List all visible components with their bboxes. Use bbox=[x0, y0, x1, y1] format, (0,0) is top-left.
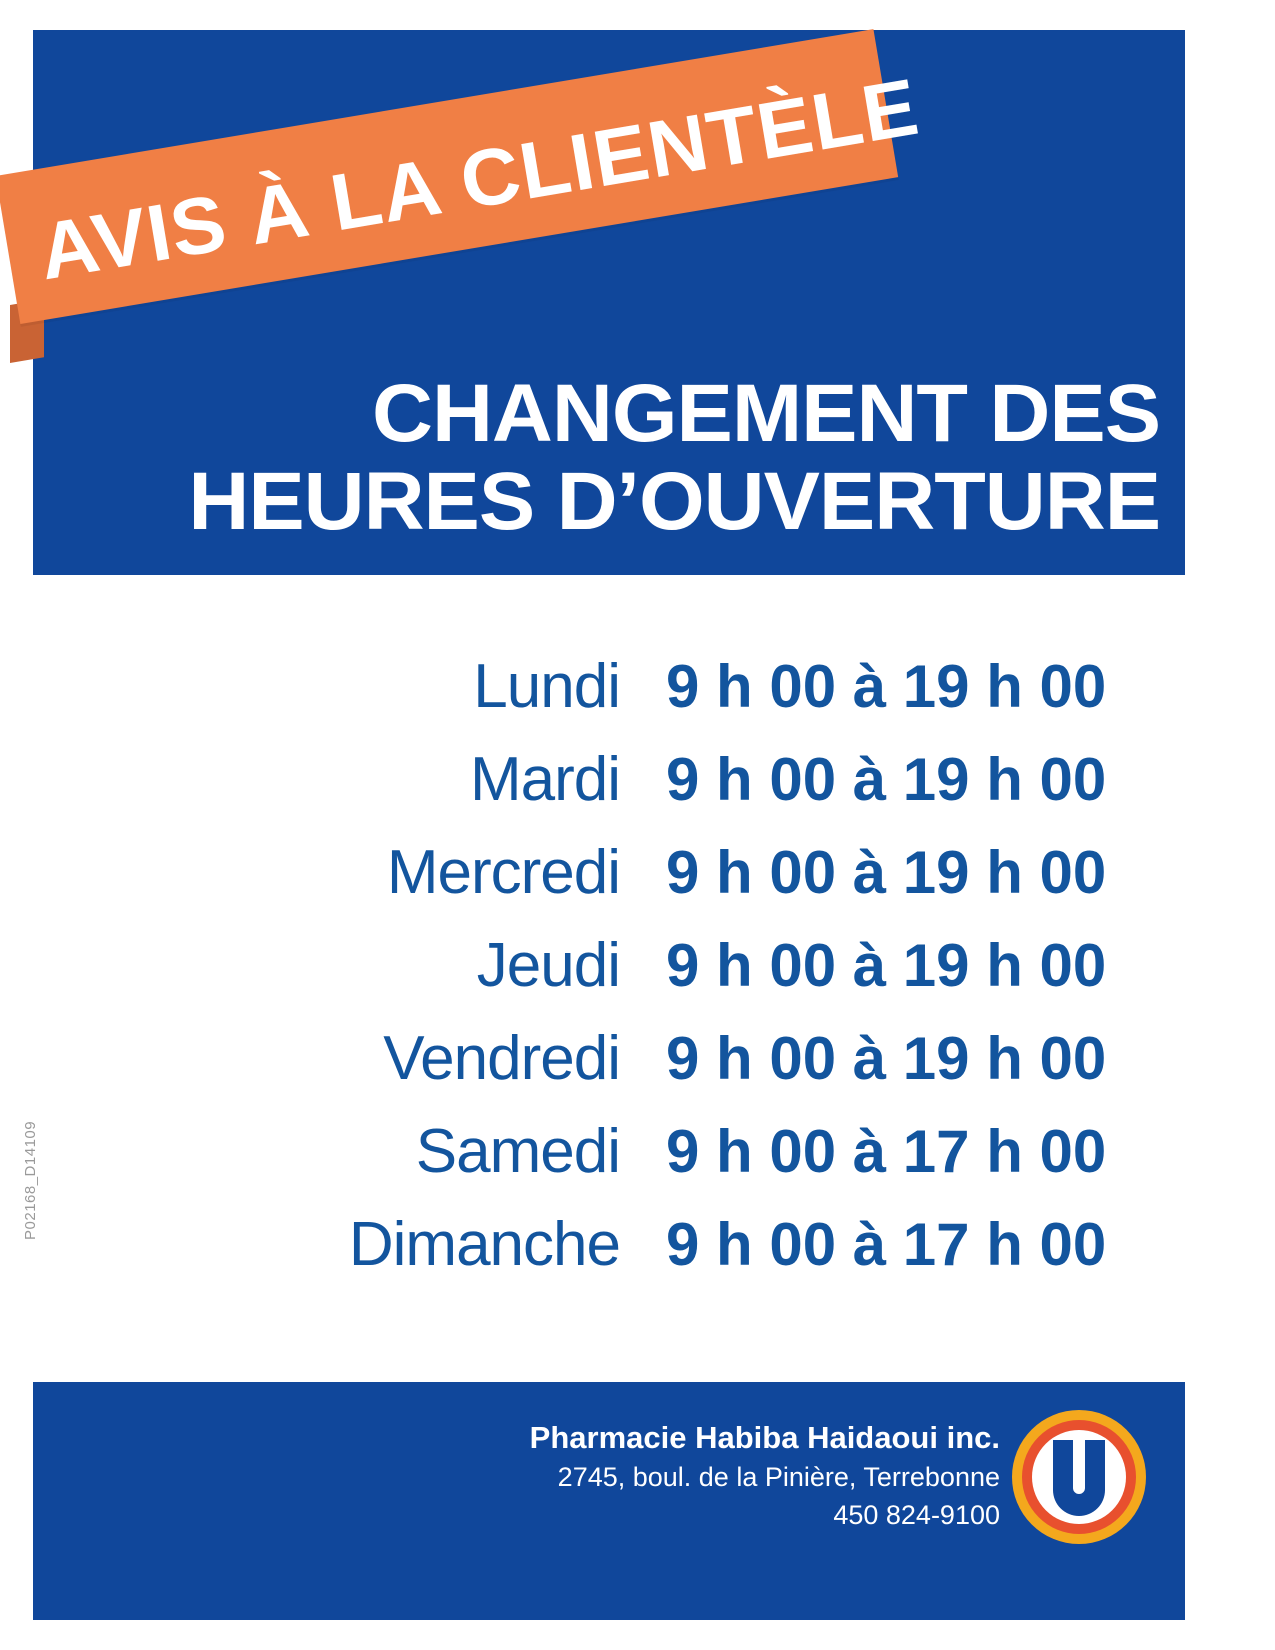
day-hours: 9 h 00 à 17 h 00 bbox=[666, 1118, 1107, 1185]
document-code: P02168_D14109 bbox=[22, 1120, 39, 1240]
footer-contact-block bbox=[300, 1418, 1000, 1534]
day-label: Vendredi bbox=[383, 1024, 620, 1093]
table-row bbox=[180, 919, 1130, 1012]
page-title bbox=[60, 370, 1160, 546]
notice-ribbon bbox=[0, 60, 930, 360]
ribbon-label: AVIS À LA CLIENTÈLE bbox=[32, 61, 925, 297]
opening-hours-table bbox=[180, 640, 1130, 1291]
day-hours: 9 h 00 à 19 h 00 bbox=[666, 1025, 1107, 1092]
logo-graphic bbox=[1010, 1408, 1148, 1546]
uniprix-logo bbox=[1010, 1408, 1148, 1546]
day-label: Dimanche bbox=[348, 1210, 620, 1279]
page-title-line-1: CHANGEMENT DES bbox=[372, 368, 1160, 459]
table-row bbox=[180, 1198, 1130, 1291]
business-phone: 450 824-9100 bbox=[833, 1500, 1000, 1530]
table-row bbox=[180, 826, 1130, 919]
table-row bbox=[180, 1105, 1130, 1198]
day-label: Jeudi bbox=[476, 931, 620, 1000]
page-title-line-2: HEURES D’OUVERTURE bbox=[188, 456, 1160, 547]
table-row bbox=[180, 1012, 1130, 1105]
business-name: Pharmacie Habiba Haidaoui inc. bbox=[529, 1420, 1000, 1455]
day-hours: 9 h 00 à 19 h 00 bbox=[666, 746, 1107, 813]
table-row bbox=[180, 640, 1130, 733]
day-hours: 9 h 00 à 19 h 00 bbox=[666, 932, 1107, 999]
table-row bbox=[180, 733, 1130, 826]
day-label: Lundi bbox=[473, 652, 620, 721]
day-label: Mardi bbox=[469, 745, 620, 814]
day-label: Samedi bbox=[415, 1117, 620, 1186]
day-hours: 9 h 00 à 17 h 00 bbox=[666, 1211, 1107, 1278]
day-hours: 9 h 00 à 19 h 00 bbox=[666, 839, 1107, 906]
business-address: 2745, boul. de la Pinière, Terrebonne bbox=[557, 1462, 1000, 1492]
day-label: Mercredi bbox=[386, 838, 620, 907]
day-hours: 9 h 00 à 19 h 00 bbox=[666, 653, 1107, 720]
